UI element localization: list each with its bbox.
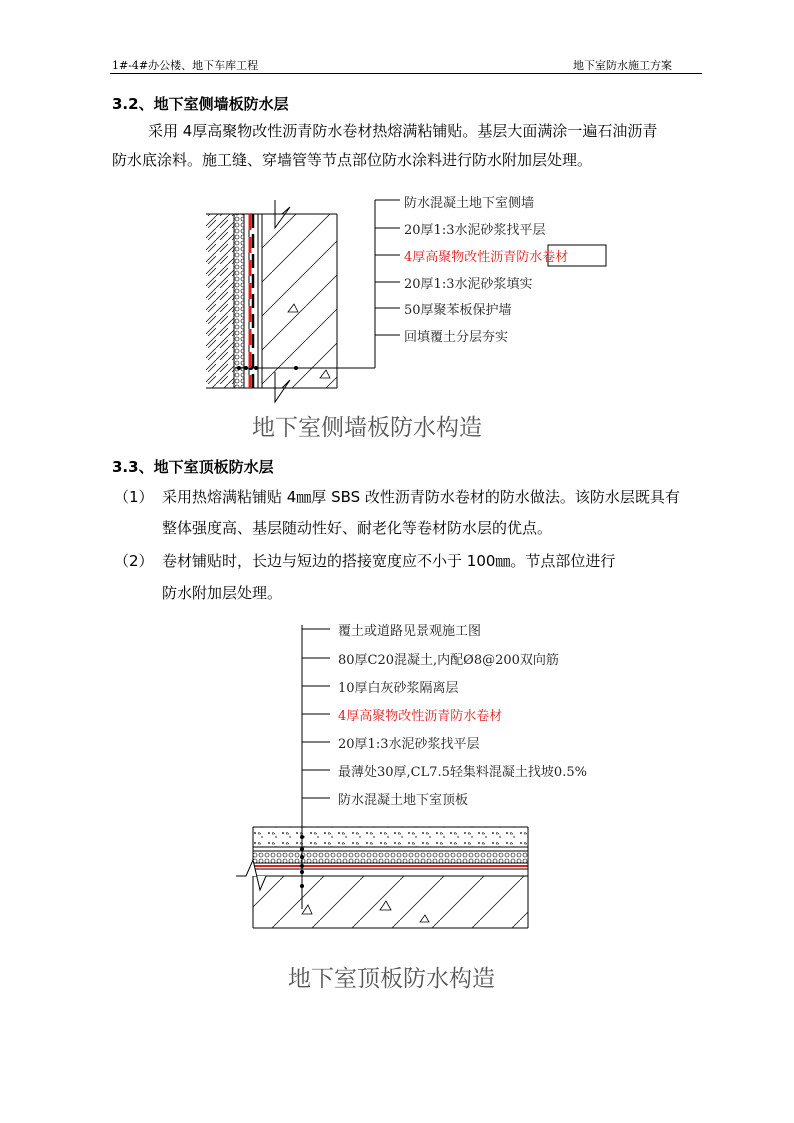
- section-heading-3-3: 3.3、地下室顶板防水层: [112, 458, 274, 476]
- item2-line1: 卷材铺贴时，长边与短边的搭接宽度应不小于 100㎜。节点部位进行: [162, 552, 616, 570]
- section-3-2-para-line2: 防水底涂料。施工缝、穿墙管等节点部位防水涂料进行防水附加层处理。: [112, 151, 593, 169]
- slab-diagram-caption: 地下室顶板防水构造: [288, 966, 495, 992]
- slab-label-3: 10厚白灰砂浆隔离层: [338, 681, 459, 696]
- slab-label-7: 防水混凝土地下室顶板: [338, 793, 469, 808]
- slab-label-4: 4厚高聚物改性沥青防水卷材: [338, 709, 503, 724]
- wall-label-1: 防水混凝土地下室侧墙: [404, 196, 535, 211]
- wall-diagram-caption: 地下室侧墙板防水构造: [252, 415, 482, 441]
- wall-label-3: 4厚高聚物改性沥青防水卷材: [404, 250, 569, 265]
- item1-line1: 采用热熔满粘铺贴 4㎜厚 SBS 改性沥青防水卷材的防水做法。该防水层既具有: [162, 488, 680, 506]
- slab-label-2: 80厚C20混凝土,内配Ø8@200双向筋: [338, 653, 559, 668]
- item2-line2: 防水附加层处理。: [162, 584, 283, 602]
- slab-label-6: 最薄处30厚,CL7.5轻集料混凝土找坡0.5%: [338, 765, 587, 780]
- item1-number: （1）: [114, 488, 154, 506]
- section-3-2-para-line1: 采用 4厚高聚物改性沥青防水卷材热熔满粘铺贴。基层大面满涂一遍石油沥青: [148, 122, 658, 140]
- section-heading-3-2: 3.2、地下室侧墙板防水层: [112, 95, 289, 113]
- item1-line2: 整体强度高、基层随动性好、耐老化等卷材防水层的优点。: [162, 519, 553, 537]
- wall-label-2: 20厚1:3水泥砂浆找平层: [404, 223, 546, 238]
- item2-number: （2）: [114, 552, 154, 570]
- wall-label-6: 回填覆土分层夯实: [404, 330, 509, 345]
- header-left: 1#-4#办公楼、地下车库工程: [112, 59, 259, 72]
- wall-label-4: 20厚1:3水泥砂浆填实: [404, 277, 533, 292]
- header-right: 地下室防水施工方案: [573, 59, 672, 72]
- wall-label-5: 50厚聚苯板保护墙: [404, 303, 512, 318]
- slab-label-1: 覆土或道路见景观施工图: [338, 624, 482, 639]
- slab-label-5: 20厚1:3水泥砂浆找平层: [338, 737, 480, 752]
